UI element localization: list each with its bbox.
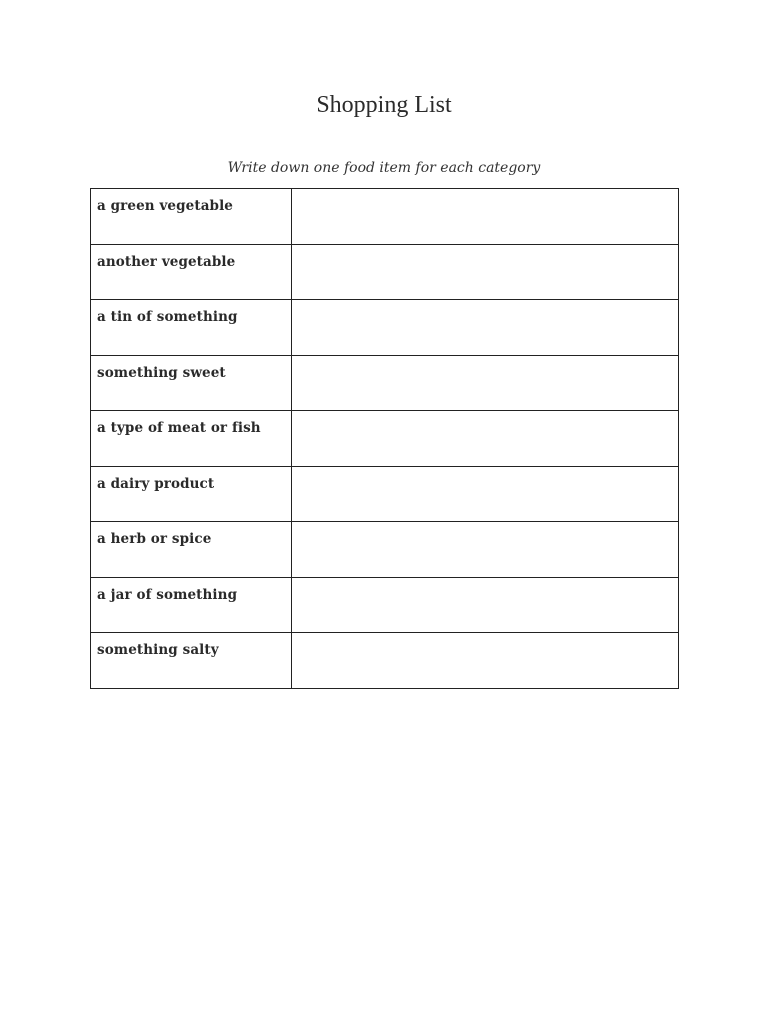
category-cell <box>91 633 292 689</box>
category-cell <box>91 522 292 578</box>
category-cell <box>91 577 292 633</box>
category-cell <box>91 300 292 356</box>
answer-cell[interactable] <box>292 411 679 467</box>
table-row <box>91 577 679 633</box>
answer-cell[interactable] <box>292 522 679 578</box>
category-cell <box>91 355 292 411</box>
answer-cell[interactable] <box>292 244 679 300</box>
table-row <box>91 633 679 689</box>
category-cell <box>91 466 292 522</box>
shopping-list-table <box>90 188 679 689</box>
table-row <box>91 300 679 356</box>
category-label: a type of meat or fish <box>97 420 261 436</box>
category-label: a herb or spice <box>97 531 212 547</box>
table-row <box>91 466 679 522</box>
table-row <box>91 355 679 411</box>
table-row <box>91 244 679 300</box>
category-label: something sweet <box>97 364 226 381</box>
answer-cell[interactable] <box>292 466 679 522</box>
category-cell <box>91 411 292 467</box>
instructions-text: Write down one food item for each category <box>227 160 541 176</box>
category-label: a jar of something <box>97 586 238 603</box>
table-row <box>91 189 679 245</box>
answer-cell[interactable] <box>292 300 679 356</box>
answer-cell[interactable] <box>292 189 679 245</box>
table-row <box>91 411 679 467</box>
category-label: a tin of something <box>97 309 238 325</box>
category-label: a green vegetable <box>97 198 233 214</box>
category-label: something salty <box>97 642 219 658</box>
category-cell <box>91 189 292 245</box>
answer-cell[interactable] <box>292 355 679 411</box>
category-cell <box>91 244 292 300</box>
category-label: another vegetable <box>97 253 236 270</box>
answer-cell[interactable] <box>292 633 679 689</box>
page-title: Shopping List <box>316 92 452 118</box>
table-row <box>91 522 679 578</box>
answer-cell[interactable] <box>292 577 679 633</box>
category-label: a dairy product <box>97 475 215 492</box>
